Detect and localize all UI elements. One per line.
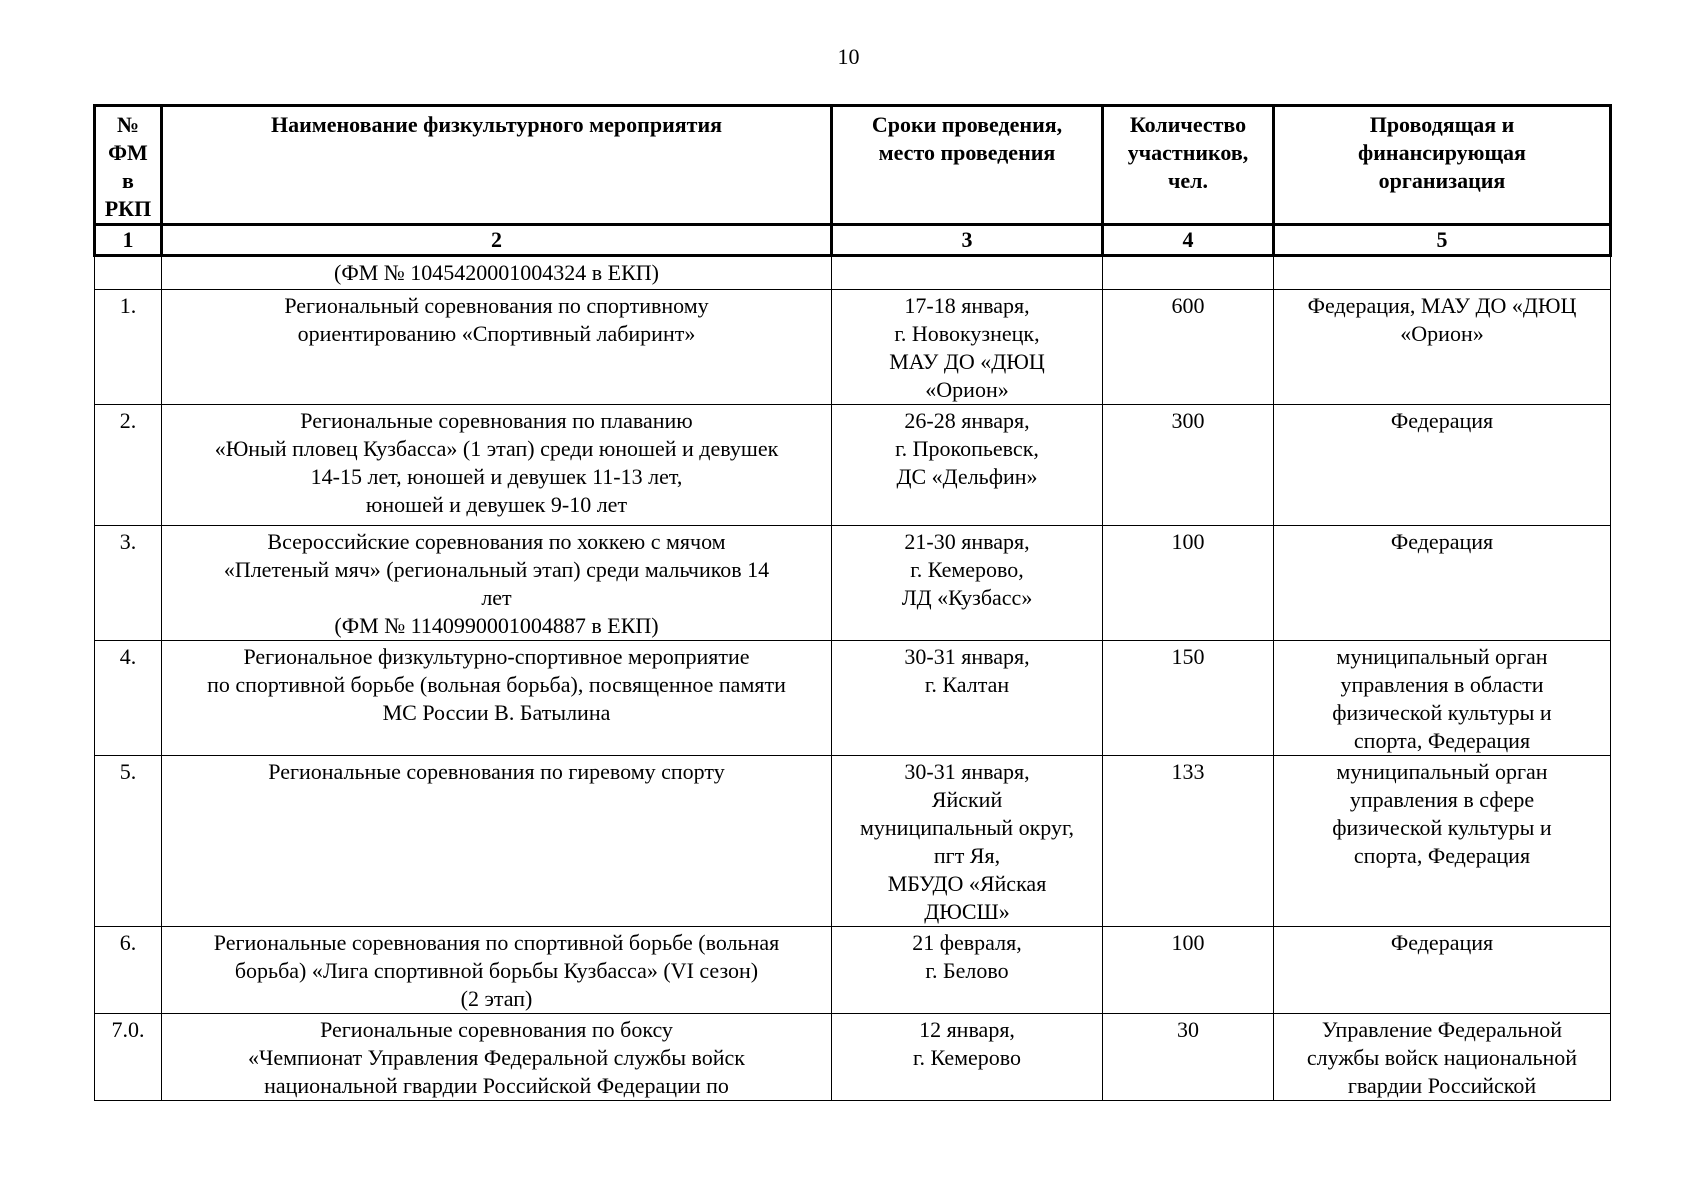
column-number: 4 [1103, 225, 1274, 256]
cell-organization: Федерация [1274, 927, 1611, 1014]
cell-dates: 30-31 января, Яйский муниципальный округ, пгт Яя, МБУДО «Яйская ДЮСШ» [832, 756, 1103, 927]
cell-dates [832, 256, 1103, 290]
events-table [93, 104, 1612, 1101]
cell-event-name: Региональные соревнования по гиревому спорту [162, 756, 832, 927]
cell-count: 30 [1103, 1014, 1274, 1101]
cell-count: 133 [1103, 756, 1274, 927]
cell-dates: 21 февраля, г. Белово [832, 927, 1103, 1014]
cell-event-name: Региональное физкультурно-спортивное мероприятие по спортивной борьбе (вольная борьба), посвященное памяти МС России В. Батылина [162, 641, 832, 756]
cell-organization: муниципальный орган управления в сфере физической культуры и спорта, Федерация [1274, 756, 1611, 927]
cell-count: 100 [1103, 927, 1274, 1014]
cell-event-name: Региональный соревнования по спортивному ориентированию «Спортивный лабиринт» [162, 290, 832, 405]
cell-number [95, 256, 162, 290]
cell-count: 600 [1103, 290, 1274, 405]
cell-count: 150 [1103, 641, 1274, 756]
table-row [95, 641, 1611, 756]
cell-organization: Федерация, МАУ ДО «ДЮЦ «Орион» [1274, 290, 1611, 405]
header-fm-number: № ФМ в РКП [95, 106, 162, 225]
cell-dates: 26-28 января, г. Прокопьевск, ДС «Дельфин» [832, 405, 1103, 526]
cell-number: 5. [95, 756, 162, 927]
cell-organization: Управление Федеральной службы войск национальной гвардии Российской [1274, 1014, 1611, 1101]
cell-dates: 30-31 января, г. Калтан [832, 641, 1103, 756]
cell-number: 3. [95, 526, 162, 641]
page-number: 10 [837, 44, 860, 69]
table-row [95, 927, 1611, 1014]
cell-organization: Федерация [1274, 405, 1611, 526]
cell-event-name: Региональные соревнования по боксу «Чемпионат Управления Федеральной службы войск национальной гвардии Российской Федерации по [162, 1014, 832, 1101]
cell-number: 6. [95, 927, 162, 1014]
header-participants: Количество участников, чел. [1103, 106, 1274, 225]
cell-event-name: Всероссийские соревнования по хоккею с мячом «Плетеный мяч» (региональный этап) среди мальчиков 14 лет (ФМ № 1140990001004887 в ЕКП) [162, 526, 832, 641]
table-row [95, 756, 1611, 927]
cell-number: 1. [95, 290, 162, 405]
cell-organization: муниципальный орган управления в области физической культуры и спорта, Федерация [1274, 641, 1611, 756]
column-numbers-row [95, 225, 1611, 256]
cell-organization: Федерация [1274, 526, 1611, 641]
header-event-name: Наименование физкультурного мероприятия [162, 106, 832, 225]
cell-dates: 12 января, г. Кемерово [832, 1014, 1103, 1101]
table-row [95, 290, 1611, 405]
column-number: 3 [832, 225, 1103, 256]
cell-event-name: (ФМ № 1045420001004324 в ЕКП) [162, 256, 832, 290]
table-row [95, 1014, 1611, 1101]
table-row [95, 405, 1611, 526]
column-number: 2 [162, 225, 832, 256]
cell-number: 7.0. [95, 1014, 162, 1101]
cell-dates: 21-30 января, г. Кемерово, ЛД «Кузбасс» [832, 526, 1103, 641]
cell-count [1103, 256, 1274, 290]
cell-count: 300 [1103, 405, 1274, 526]
cell-organization [1274, 256, 1611, 290]
cell-event-name: Региональные соревнования по спортивной борьбе (вольная борьба) «Лига спортивной борьбы Кузбасса» (VI сезон) (2 этап) [162, 927, 832, 1014]
cell-number: 2. [95, 405, 162, 526]
cell-count: 100 [1103, 526, 1274, 641]
column-number: 5 [1274, 225, 1611, 256]
table-header-row [95, 106, 1611, 225]
table-row [95, 256, 1611, 290]
cell-dates: 17-18 января, г. Новокузнецк, МАУ ДО «ДЮЦ «Орион» [832, 290, 1103, 405]
header-dates-place: Сроки проведения, место проведения [832, 106, 1103, 225]
column-number: 1 [95, 225, 162, 256]
cell-number: 4. [95, 641, 162, 756]
header-organization: Проводящая и финансирующая организация [1274, 106, 1611, 225]
table-row [95, 526, 1611, 641]
cell-event-name: Региональные соревнования по плаванию «Юный пловец Кузбасса» (1 этап) среди юношей и девушек 14-15 лет, юношей и девушек 11-13 лет, юношей и девушек 9-10 лет [162, 405, 832, 526]
